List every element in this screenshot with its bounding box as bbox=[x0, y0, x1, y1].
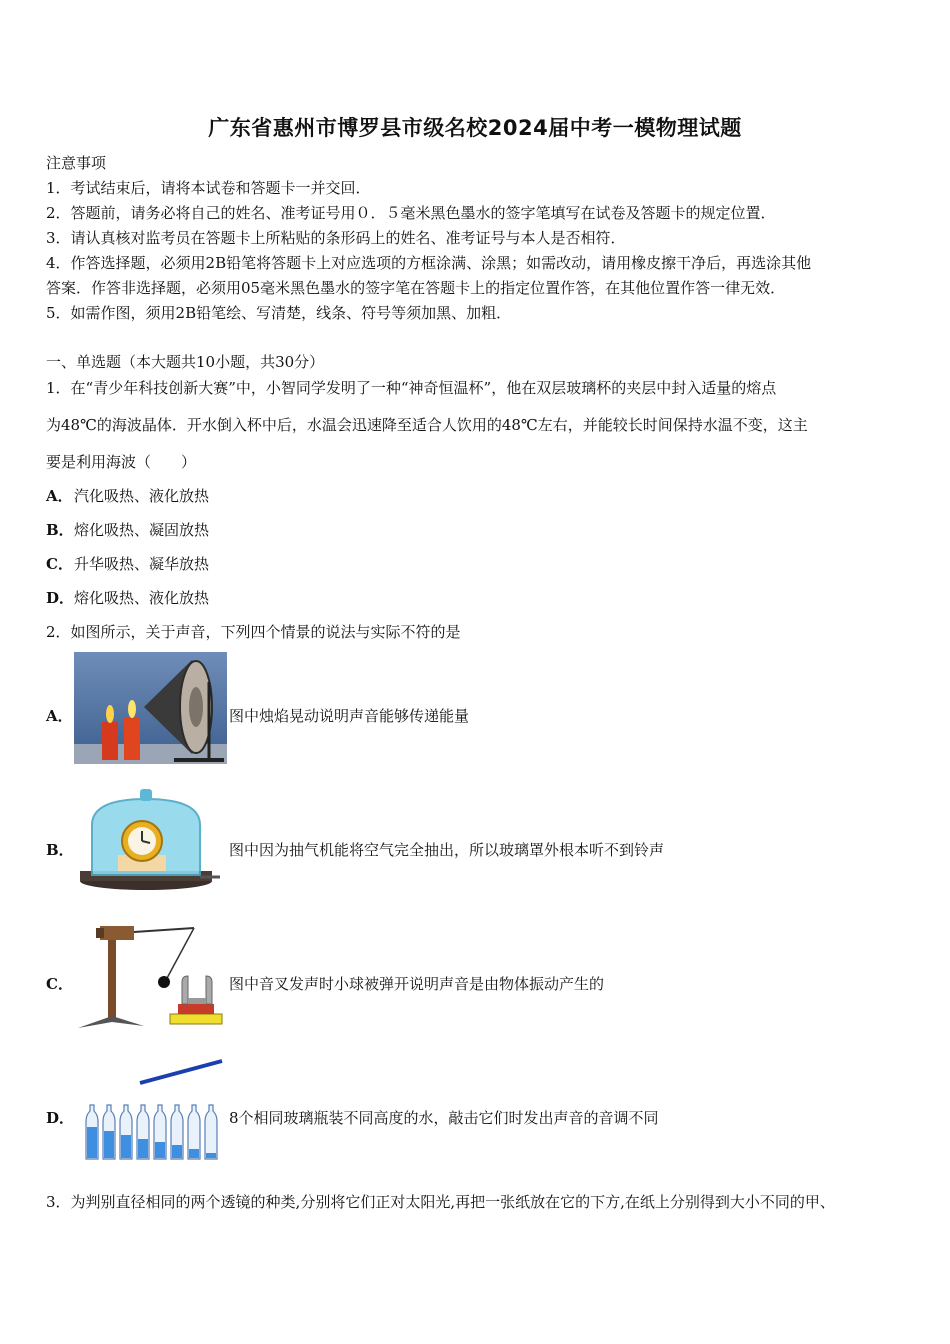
notice-item-2: 2．答题前，请务必将自己的姓名、准考证号用０．５毫米黑色墨水的签字笔填写在试卷及答题卡的规定位置． bbox=[46, 204, 776, 222]
notice-item-5: 5．如需作图，须用2B铅笔绘、写清楚，线条、符号等须加黑、加粗． bbox=[46, 304, 512, 322]
notice-heading: 注意事项 bbox=[46, 154, 107, 172]
bell-jar-figure bbox=[74, 785, 224, 897]
q2-option-b-label: B． bbox=[46, 841, 74, 859]
q1-option-d-text: 熔化吸热、液化放热 bbox=[74, 589, 210, 607]
q2-option-d-label: D． bbox=[46, 1109, 75, 1127]
notice-item-4-cont: 答案．作答非选择题，必须用05毫米黑色墨水的签字笔在答题卡上的指定位置作答，在其他位置作答一律无效． bbox=[46, 279, 786, 297]
page-title: 广东省惠州市博罗县市级名校2024届中考一模物理试题 bbox=[208, 116, 742, 140]
q1-option-a-text: 汽化吸热、液化放热 bbox=[74, 487, 210, 505]
q2-option-a-label: A． bbox=[46, 707, 73, 725]
q1-stem-line-1: 1．在“青少年科技创新大赛”中，小智同学发明了一种“神奇恒温杯”，他在双层玻璃杯的夹层中封入适量的熔点 bbox=[46, 379, 777, 397]
q1-option-c-label: C． bbox=[46, 555, 73, 573]
section-heading: 一、单选题（本大题共10小题，共30分） bbox=[46, 353, 325, 371]
q2-option-a-text: 图中烛焰晃动说明声音能够传递能量 bbox=[229, 707, 470, 725]
q2-option-b-text: 图中因为抽气机能将空气完全抽出，所以玻璃罩外根本听不到铃声 bbox=[229, 841, 665, 859]
q2-option-c-label: C． bbox=[46, 975, 73, 993]
q1-option-a-label: A． bbox=[46, 487, 73, 505]
tuning-fork-figure bbox=[74, 918, 227, 1032]
q1-option-c-text: 升华吸热、凝华放热 bbox=[74, 555, 210, 573]
q1-stem-line-3: 要是利用海波（ ） bbox=[46, 453, 197, 471]
q1-option-d-label: D． bbox=[46, 589, 75, 607]
notice-item-4: 4．作答选择题，必须用2B铅笔将答题卡上对应选项的方框涂满、涂黑；如需改动，请用橡皮擦干净后，再选涂其他 bbox=[46, 254, 812, 272]
q2-stem: 2．如图所示，关于声音，下列四个情景的说法与实际不符的是 bbox=[46, 623, 461, 641]
q1-option-b-label: B． bbox=[46, 521, 74, 539]
candle-speaker-figure bbox=[74, 652, 227, 764]
q1-stem-line-2: 为48℃的海波晶体．开水倒入杯中后，水温会迅速降至适合人饮用的48℃左右，并能较长时间保持水温不变，这主 bbox=[46, 416, 808, 434]
q2-option-c-text: 图中音叉发声时小球被弹开说明声音是由物体振动产生的 bbox=[229, 975, 605, 993]
q1-option-b-text: 熔化吸热、凝固放热 bbox=[74, 521, 210, 539]
notice-item-1: 1．考试结束后，请将本试卷和答题卡一并交回． bbox=[46, 179, 371, 197]
q3-stem: 3．为判别直径相同的两个透镜的种类,分别将它们正对太阳光,再把一张纸放在它的下方,在纸上分别得到大小不同的甲、 bbox=[46, 1193, 835, 1211]
q2-option-d-text: 8个相同玻璃瓶装不同高度的水，敲击它们时发出声音的音调不同 bbox=[229, 1109, 659, 1127]
glass-bottles-figure bbox=[74, 1055, 224, 1165]
notice-item-3: 3．请认真核对监考员在答题卡上所粘贴的条形码上的姓名、准考证号与本人是否相符． bbox=[46, 229, 626, 247]
